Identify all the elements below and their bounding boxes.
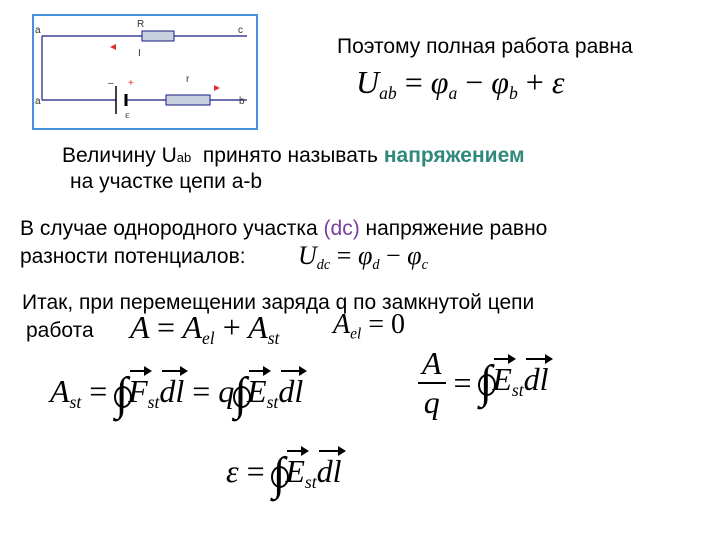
voltage-line-1 xyxy=(62,143,525,171)
homog-post: напряжение равно xyxy=(359,217,548,240)
contour-integral-icon: ∫ xyxy=(272,449,286,500)
homog-line-1 xyxy=(20,216,547,242)
homog-pre: В случае однородного участка xyxy=(20,217,324,240)
formula-ast-integral: $A_{st} = \int F_{st}dl = q\int E_{st}dl$ xyxy=(50,369,304,420)
label-a-top: a xyxy=(35,25,41,36)
closed-line-1: Итак, при перемещении заряда q по замкнутой цепи xyxy=(22,291,535,314)
resistor-R xyxy=(142,31,174,41)
fraction-a-q: $\frac{A}{q}$ xyxy=(418,345,446,421)
label-plus: + xyxy=(128,78,134,89)
label-b: b xyxy=(239,96,245,107)
formula-work-sum: $A = A_{el} + A_{st}$ xyxy=(130,309,280,349)
label-c: c xyxy=(238,25,243,36)
voltage-term: напряжением xyxy=(383,144,525,167)
label-r: r xyxy=(186,74,190,85)
label-a-bottom: a xyxy=(35,96,41,107)
label-I: I xyxy=(138,48,141,59)
label-epsilon: ε xyxy=(125,109,130,121)
homog-dc: (dc) xyxy=(323,217,360,240)
label-minus: – xyxy=(108,78,114,89)
current-arrow-bottom xyxy=(214,85,220,91)
formula-uab: $U_{ab} = \varphi_a - \varphi_b + \varepsilon$ xyxy=(356,64,565,104)
formula-ael-zero: $A_{el} = 0$ xyxy=(333,309,406,343)
full-work-heading: Поэтому полная работа равна xyxy=(337,35,633,58)
formula-udc: $U_{dc} = \varphi_d - \varphi_c$ xyxy=(298,241,428,273)
voltage-sub: ab xyxy=(176,150,192,165)
closed-line-2: работа xyxy=(26,319,94,342)
voltage-pre: Величину U xyxy=(62,144,177,167)
resistor-r xyxy=(166,95,210,105)
formula-emf-integral: $\varepsilon = \int E_{st}dl$ xyxy=(226,449,342,500)
contour-integral-icon: ∫ xyxy=(479,356,493,408)
homog-line-2: разности потенциалов: xyxy=(20,245,246,268)
circuit-diagram xyxy=(32,14,258,130)
contour-integral-icon: ∫ xyxy=(115,369,129,420)
contour-integral-icon: ∫ xyxy=(234,369,248,420)
voltage-line-2: на участке цепи a-b xyxy=(70,170,263,193)
label-R: R xyxy=(137,19,145,30)
voltage-mid: принято называть xyxy=(191,144,384,167)
formula-a-over-q: $\frac{A}{q}$ = $\int E_{st}dl$ xyxy=(418,345,549,421)
current-arrow-top xyxy=(110,44,116,50)
